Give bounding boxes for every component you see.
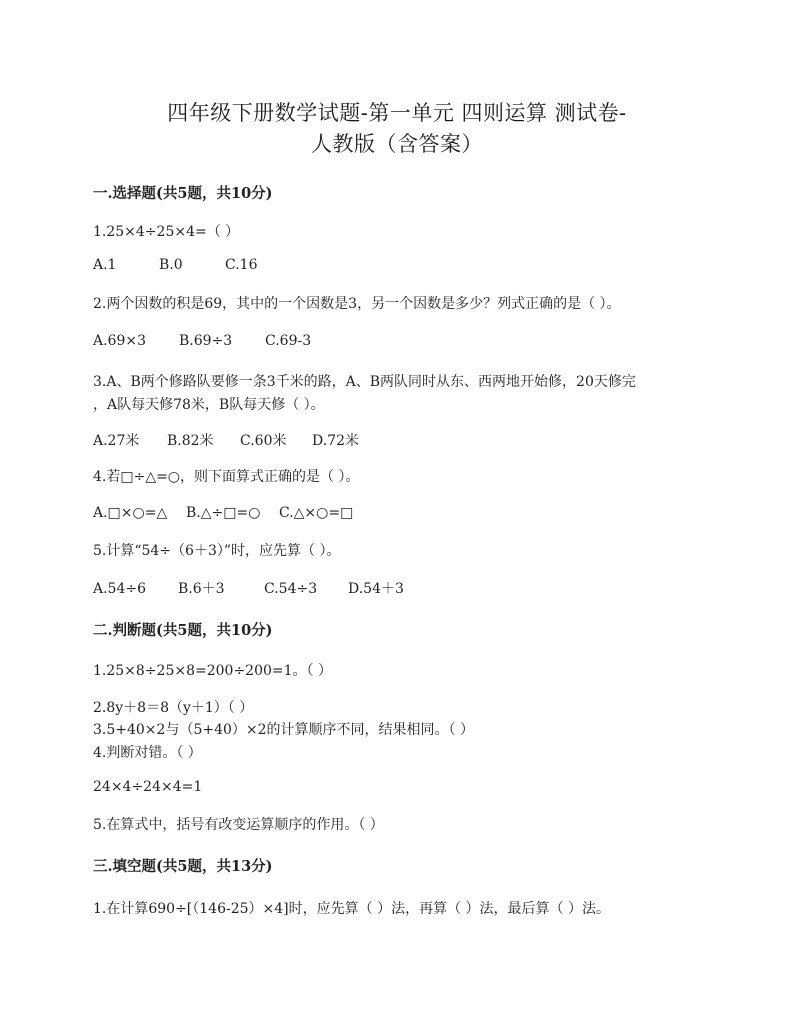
- s1-q4-stem: 4.若□÷△=○，则下面算式正确的是（ ）。: [93, 469, 360, 485]
- section3-heading: 三.填空题(共5题，共13分): [93, 858, 273, 875]
- option: A.27米: [93, 433, 140, 449]
- option: B.0: [159, 257, 183, 273]
- option: B.6＋3: [178, 581, 225, 597]
- s1-q4-options: [93, 505, 353, 521]
- option: A.□×○=△: [93, 505, 168, 521]
- section1-heading: 一.选择题(共5题，共10分): [93, 185, 273, 202]
- s1-q5-stem: 5.计算“54÷（6＋3）”时，应先算（ ）。: [93, 543, 341, 559]
- s1-q1-stem: 1.25×4÷25×4=（ ）: [93, 224, 240, 240]
- option: A.69×3: [93, 333, 147, 349]
- option: B.△÷□=○: [186, 505, 261, 521]
- option: C.16: [225, 257, 258, 273]
- s1-q3-stem-line1: 3.A、B两个修路队要修一条3千米的路，A、B两队同时从东、西两地开始修，20天修完: [93, 374, 636, 390]
- s3-q1: 1.在计算690÷[（146-25）×4]时，应先算（ ）法，再算（ ）法，最后算（ ）法。: [93, 901, 610, 917]
- s1-q3-stem-line2: ，A队每天修78米，B队每天修（ ）。: [93, 397, 325, 413]
- section2-heading: 二.判断题(共5题，共10分): [93, 622, 273, 639]
- option: A.1: [93, 257, 117, 273]
- option: B.82米: [167, 433, 214, 449]
- s2-q1: 1.25×8÷25×8=200÷200=1。（ ）: [93, 663, 332, 679]
- s1-q2-options: [93, 333, 311, 349]
- option: A.54÷6: [93, 581, 147, 597]
- s2-q5: 5.在算式中，括号有改变运算顺序的作用。（ ）: [93, 817, 384, 833]
- option: B.69÷3: [179, 333, 233, 349]
- s1-q1-options: [93, 257, 257, 273]
- s1-q2-stem: 2.两个因数的积是69，其中的一个因数是3，另一个因数是多少？列式正确的是（ ）。: [93, 296, 621, 312]
- s1-q3-options: [93, 430, 359, 450]
- s2-q3: 3.5+40×2与（5+40）×2的计算顺序不同，结果相同。（ ）: [93, 722, 474, 738]
- option: D.72米: [312, 433, 359, 449]
- option: D.54＋3: [348, 581, 404, 597]
- document-title-line2: 人教版（含答案）: [311, 132, 483, 156]
- s2-q2: 2.8y＋8＝8（y＋1）（ ）: [93, 700, 254, 716]
- option: C.△×○=□: [279, 505, 354, 521]
- s1-q5-options: [93, 578, 404, 598]
- s2-q4-expression: 24×4÷24×4=1: [93, 779, 203, 795]
- option: C.69-3: [265, 333, 312, 349]
- document-title-line1: 四年级下册数学试题-第一单元 四则运算 测试卷-: [167, 101, 627, 125]
- option: C.54÷3: [264, 581, 318, 597]
- s2-q4: 4.判断对错。（ ）: [93, 745, 202, 761]
- option: C.60米: [240, 433, 287, 449]
